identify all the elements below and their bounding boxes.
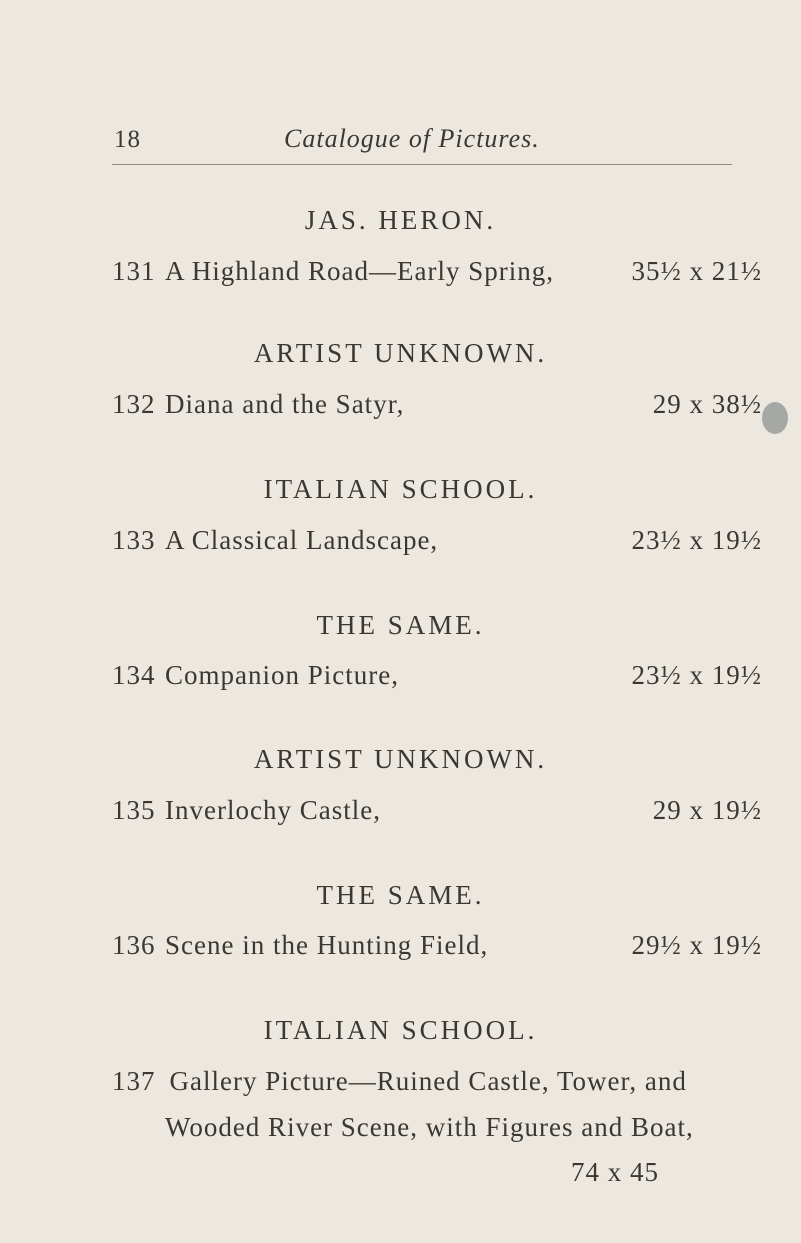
- entry-dimensions: 23½ x 19½: [631, 660, 762, 690]
- artist-heading: ITALIAN SCHOOL.: [263, 1015, 538, 1045]
- entry-dimensions: 23½ x 19½: [631, 525, 762, 555]
- entry-title: Scene in the Hunting Field,: [165, 930, 489, 960]
- entry-dimensions: 35½ x 21½: [631, 256, 762, 286]
- catalogue-entry: [112, 795, 762, 831]
- entry-title: Gallery Picture—Ruined Castle, Tower, and: [169, 1066, 687, 1096]
- entry-title-line: [112, 1066, 687, 1097]
- artist-heading: THE SAME.: [316, 880, 485, 910]
- entry-number: 137: [112, 1066, 156, 1096]
- entry-dimensions: 29½ x 19½: [631, 930, 762, 960]
- catalogue-entry: [112, 930, 762, 966]
- entry-number: 132: [112, 389, 156, 419]
- entry-title: Companion Picture,: [165, 660, 399, 690]
- entry-dimensions: 29 x 38½: [652, 389, 762, 419]
- catalogue-entry: [112, 525, 762, 561]
- artist-heading: ITALIAN SCHOOL.: [263, 474, 538, 504]
- artist-heading: THE SAME.: [316, 610, 485, 640]
- entry-title: A Highland Road—Early Spring,: [165, 256, 554, 286]
- entry-title: Diana and the Satyr,: [165, 389, 405, 419]
- catalogue-entry: [112, 660, 762, 696]
- header-rule: [112, 164, 732, 165]
- entry-title: A Classical Landscape,: [165, 525, 439, 555]
- entry-number: 135: [112, 795, 156, 825]
- entry-number: 134: [112, 660, 156, 690]
- entry-title-continuation: Wooded River Scene, with Figures and Boat,: [165, 1112, 694, 1142]
- entry-title: Inverlochy Castle,: [165, 795, 381, 825]
- catalogue-entry: [112, 256, 762, 292]
- entry-dimensions: 74 x 45: [571, 1157, 659, 1187]
- running-title: Catalogue of Pictures.: [284, 124, 540, 153]
- entry-number: 136: [112, 930, 156, 960]
- artist-heading: ARTIST UNKNOWN.: [253, 338, 548, 368]
- paper-stain: [762, 402, 788, 434]
- entry-number: 131: [112, 256, 156, 286]
- catalogue-entry: [112, 389, 762, 425]
- entry-dimensions: 29 x 19½: [652, 795, 762, 825]
- page-number: 18: [114, 126, 141, 153]
- artist-heading: JAS. HERON.: [304, 205, 497, 235]
- artist-heading: ARTIST UNKNOWN.: [253, 744, 548, 774]
- entry-number: 133: [112, 525, 156, 555]
